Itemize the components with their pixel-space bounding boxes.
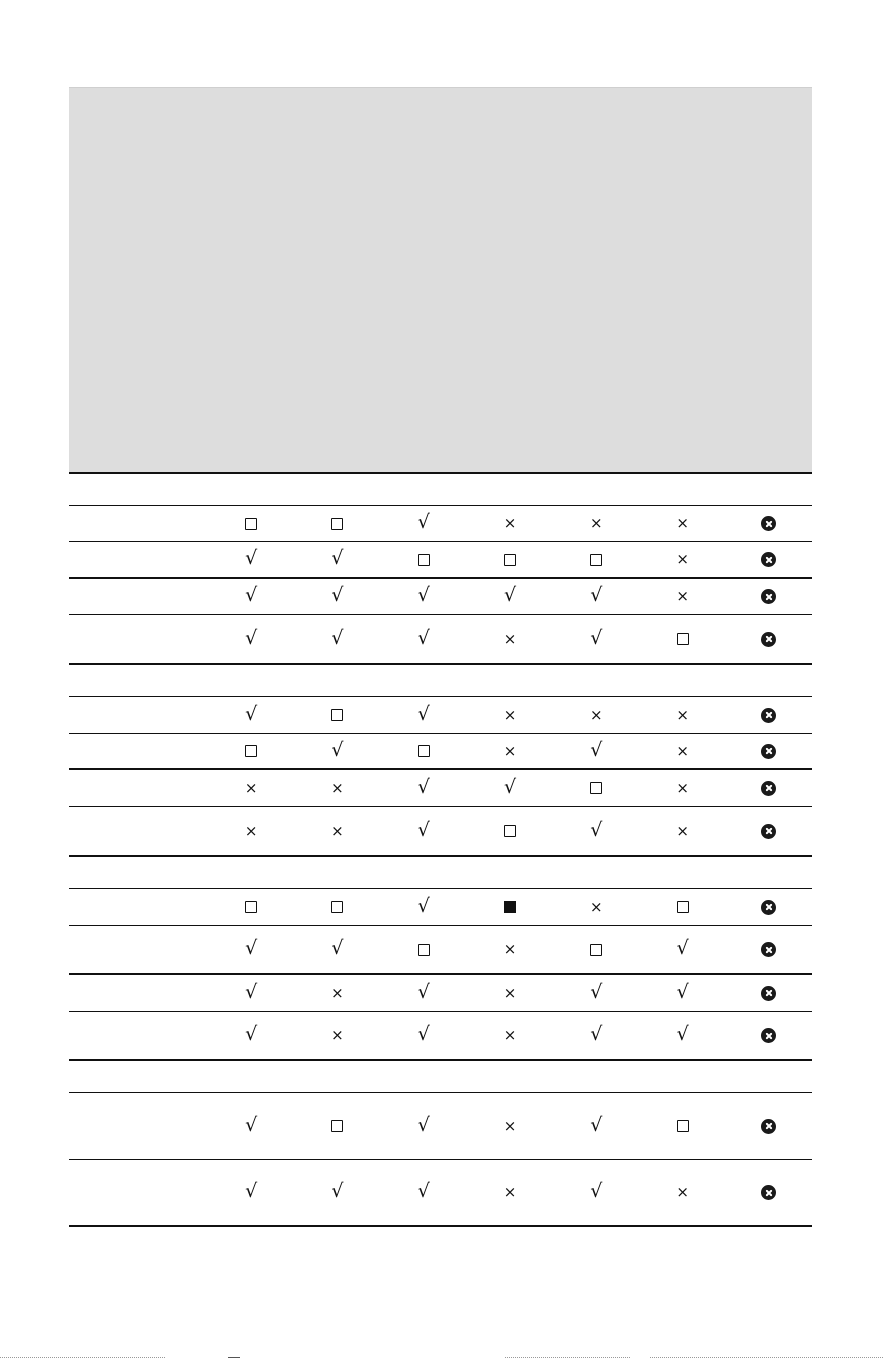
table-cell: [726, 579, 812, 614]
table-cell: [639, 1160, 725, 1225]
x-circle-icon: [761, 516, 776, 531]
table-cell: [294, 542, 380, 577]
table-cell: [381, 734, 467, 768]
check-mark-icon: √: [331, 937, 344, 959]
table-cell: [639, 697, 725, 733]
table-cell: [294, 770, 380, 806]
table-row: [69, 1093, 812, 1160]
table-cell: [553, 1012, 639, 1059]
empty-square-icon: [245, 518, 257, 530]
table-row: [69, 734, 812, 770]
table-cell: [553, 734, 639, 768]
cross-mark-icon: ×: [676, 778, 689, 797]
table-cell: [294, 807, 380, 855]
empty-square-icon: [331, 1120, 343, 1132]
table-cell: [467, 542, 553, 577]
empty-square-icon: [331, 709, 343, 721]
table-cell: [553, 615, 639, 663]
table-row: [69, 542, 812, 579]
cross-mark-icon: ×: [244, 821, 258, 840]
empty-square-icon: [590, 944, 602, 956]
table-cell: [467, 1012, 553, 1059]
footer-mark: [0, 1357, 165, 1359]
table-cell: [208, 926, 294, 973]
table-row: [69, 506, 812, 542]
x-circle-icon: [761, 824, 776, 839]
check-mark-icon: √: [417, 626, 430, 649]
check-mark-icon: √: [417, 818, 430, 841]
table-cell: [639, 579, 725, 614]
table-cell: [639, 542, 725, 577]
check-mark-icon: √: [331, 738, 344, 761]
table-cell: [208, 615, 294, 663]
check-mark-icon: √: [676, 937, 689, 959]
header-top-edge: [69, 87, 812, 88]
table-cell: [639, 807, 725, 855]
table-cell: [639, 1012, 725, 1059]
table-cell: [467, 770, 553, 806]
table-cell: [467, 579, 553, 614]
table-cell: [467, 889, 553, 925]
table-cell: [553, 1093, 639, 1159]
table-row: [69, 1012, 812, 1061]
table-cell: [381, 1012, 467, 1059]
cross-mark-icon: ×: [503, 741, 517, 760]
table-cell: [208, 975, 294, 1011]
check-mark-icon: √: [417, 1113, 430, 1136]
table-cell: [294, 734, 380, 768]
check-mark-icon: √: [245, 1180, 258, 1202]
empty-square-icon: [677, 901, 689, 913]
footer-mark: [228, 1357, 240, 1359]
x-circle-icon: [761, 986, 776, 1001]
table-cell: [381, 889, 467, 925]
table-cell: [639, 1093, 725, 1159]
table-cell: [467, 926, 553, 973]
check-mark-icon: √: [417, 894, 430, 917]
cross-mark-icon: ×: [503, 940, 517, 958]
table-cell: [726, 542, 812, 577]
table-cell: [381, 506, 467, 541]
empty-square-icon: [331, 518, 343, 530]
check-mark-icon: √: [590, 980, 603, 1003]
table-cell: [381, 807, 467, 855]
table-row: [69, 889, 812, 926]
table-cell: [553, 807, 639, 855]
page-footer-marks: [0, 1357, 883, 1362]
table-cell: [553, 542, 639, 577]
group-header-row: [69, 665, 812, 697]
check-mark-icon: √: [245, 1023, 258, 1045]
table-cell: [294, 975, 380, 1011]
check-mark-icon: √: [417, 1180, 430, 1202]
check-mark-icon: √: [503, 775, 517, 798]
table-cell: [553, 770, 639, 806]
cross-mark-icon: ×: [676, 741, 689, 760]
check-mark-icon: √: [331, 626, 344, 649]
table-cell: [208, 770, 294, 806]
table-cell: [726, 975, 812, 1011]
table-body: [69, 474, 812, 1227]
table-cell: [294, 1012, 380, 1059]
empty-square-icon: [418, 944, 430, 956]
check-mark-icon: √: [245, 626, 258, 649]
table-cell: [208, 1093, 294, 1159]
table-cell: [726, 926, 812, 973]
table-row: [69, 975, 812, 1012]
x-circle-icon: [761, 589, 776, 604]
group-header-row: [69, 1061, 812, 1093]
table-cell: [467, 1160, 553, 1225]
table-cell: [726, 889, 812, 925]
table-cell: [294, 579, 380, 614]
empty-square-icon: [677, 633, 689, 645]
footer-mark: [650, 1357, 883, 1359]
check-mark-icon: √: [417, 702, 430, 725]
x-circle-icon: [761, 1119, 776, 1134]
x-circle-icon: [761, 900, 776, 915]
table-cell: [208, 697, 294, 733]
check-mark-icon: √: [590, 1023, 603, 1045]
table-cell: [467, 807, 553, 855]
table-cell: [467, 734, 553, 768]
table-cell: [294, 1093, 380, 1159]
table-cell: [467, 975, 553, 1011]
table-row: [69, 615, 812, 665]
table-cell: [381, 1093, 467, 1159]
table-cell: [639, 889, 725, 925]
cross-mark-icon: ×: [503, 629, 517, 648]
empty-square-icon: [418, 745, 430, 757]
table-cell: [381, 926, 467, 973]
check-mark-icon: √: [331, 1180, 344, 1202]
table-cell: [381, 975, 467, 1011]
table-row: [69, 697, 812, 734]
table-cell: [467, 697, 553, 733]
table-cell: [726, 506, 812, 541]
check-mark-icon: √: [245, 937, 258, 959]
cross-mark-icon: ×: [331, 1026, 344, 1044]
table-cell: [467, 1093, 553, 1159]
table-cell: [381, 579, 467, 614]
group-header-row: [69, 474, 812, 506]
check-mark-icon: √: [590, 584, 603, 606]
check-mark-icon: √: [245, 702, 258, 725]
check-mark-icon: √: [676, 980, 689, 1003]
table-cell: [467, 615, 553, 663]
cross-mark-icon: ×: [503, 1026, 517, 1044]
check-mark-icon: √: [590, 1113, 603, 1136]
check-mark-icon: √: [245, 980, 258, 1003]
table-cell: [553, 1160, 639, 1225]
table-cell: [726, 615, 812, 663]
table-row: [69, 1160, 812, 1227]
table-cell: [639, 506, 725, 541]
table-cell: [208, 579, 294, 614]
table-cell: [294, 1160, 380, 1225]
table-cell: [553, 975, 639, 1011]
table-row: [69, 579, 812, 615]
check-mark-icon: √: [245, 1113, 258, 1136]
cross-mark-icon: ×: [244, 778, 258, 797]
footer-mark: [505, 1357, 630, 1359]
table-header: [69, 88, 812, 474]
table-cell: [381, 542, 467, 577]
table-cell: [294, 697, 380, 733]
table-cell: [381, 615, 467, 663]
check-mark-icon: √: [590, 626, 603, 649]
table-cell: [294, 889, 380, 925]
empty-square-icon: [331, 901, 343, 913]
table-cell: [381, 1160, 467, 1225]
table-cell: [208, 1160, 294, 1225]
check-mark-icon: √: [676, 1023, 689, 1045]
filled-square-icon: [504, 901, 516, 913]
table-row: [69, 770, 812, 807]
table-cell: [639, 926, 725, 973]
table-cell: [208, 1012, 294, 1059]
table-cell: [639, 770, 725, 806]
cross-mark-icon: ×: [331, 983, 344, 1002]
empty-square-icon: [504, 554, 516, 566]
table-cell: [553, 506, 639, 541]
table-cell: [639, 615, 725, 663]
empty-square-icon: [590, 782, 602, 794]
table-cell: [467, 506, 553, 541]
table-cell: [208, 542, 294, 577]
cross-mark-icon: ×: [503, 1116, 517, 1135]
check-mark-icon: √: [590, 1180, 603, 1202]
cross-mark-icon: ×: [331, 821, 344, 840]
x-circle-icon: [761, 1028, 776, 1043]
table-cell: [726, 734, 812, 768]
table-cell: [208, 889, 294, 925]
cross-mark-icon: ×: [676, 587, 689, 605]
group-header-row: [69, 857, 812, 889]
table-cell: [726, 807, 812, 855]
table-cell: [294, 506, 380, 541]
table-cell: [553, 579, 639, 614]
x-circle-icon: [761, 781, 776, 796]
table-cell: [208, 506, 294, 541]
cross-mark-icon: ×: [331, 778, 344, 797]
check-mark-icon: √: [417, 1023, 430, 1045]
cross-mark-icon: ×: [676, 550, 689, 568]
empty-square-icon: [245, 901, 257, 913]
check-mark-icon: √: [417, 511, 430, 533]
empty-square-icon: [677, 1120, 689, 1132]
check-mark-icon: √: [503, 584, 517, 606]
check-mark-icon: √: [245, 547, 258, 569]
table-cell: [726, 1160, 812, 1225]
empty-square-icon: [590, 554, 602, 566]
table-cell: [639, 975, 725, 1011]
comparison-table: [69, 88, 812, 1227]
table-cell: [381, 770, 467, 806]
table-cell: [726, 770, 812, 806]
check-mark-icon: √: [417, 584, 430, 606]
cross-mark-icon: ×: [503, 983, 517, 1002]
table-cell: [726, 1093, 812, 1159]
x-circle-icon: [761, 744, 776, 759]
table-row: [69, 807, 812, 857]
table-cell: [381, 697, 467, 733]
check-mark-icon: √: [590, 738, 603, 761]
x-circle-icon: [761, 552, 776, 567]
x-circle-icon: [761, 708, 776, 723]
check-mark-icon: √: [331, 547, 344, 569]
table-row: [69, 926, 812, 975]
table-cell: [726, 697, 812, 733]
check-mark-icon: √: [417, 775, 430, 798]
check-mark-icon: √: [331, 584, 344, 606]
table-cell: [553, 926, 639, 973]
cross-mark-icon: ×: [590, 897, 603, 916]
table-cell: [639, 734, 725, 768]
table-cell: [208, 807, 294, 855]
cross-mark-icon: ×: [676, 705, 689, 724]
x-circle-icon: [761, 942, 776, 957]
cross-mark-icon: ×: [676, 1183, 689, 1201]
check-mark-icon: √: [417, 980, 430, 1003]
empty-square-icon: [504, 825, 516, 837]
cross-mark-icon: ×: [590, 705, 603, 724]
empty-square-icon: [418, 554, 430, 566]
empty-square-icon: [245, 745, 257, 757]
x-circle-icon: [761, 1185, 776, 1200]
cross-mark-icon: ×: [676, 821, 689, 840]
cross-mark-icon: ×: [503, 705, 517, 724]
check-mark-icon: √: [245, 584, 258, 606]
table-cell: [553, 889, 639, 925]
cross-mark-icon: ×: [676, 514, 689, 532]
x-circle-icon: [761, 632, 776, 647]
table-cell: [294, 926, 380, 973]
cross-mark-icon: ×: [503, 1183, 517, 1201]
table-cell: [553, 697, 639, 733]
cross-mark-icon: ×: [590, 514, 603, 532]
cross-mark-icon: ×: [503, 514, 517, 532]
table-cell: [208, 734, 294, 768]
check-mark-icon: √: [590, 818, 603, 841]
table-cell: [726, 1012, 812, 1059]
table-cell: [294, 615, 380, 663]
